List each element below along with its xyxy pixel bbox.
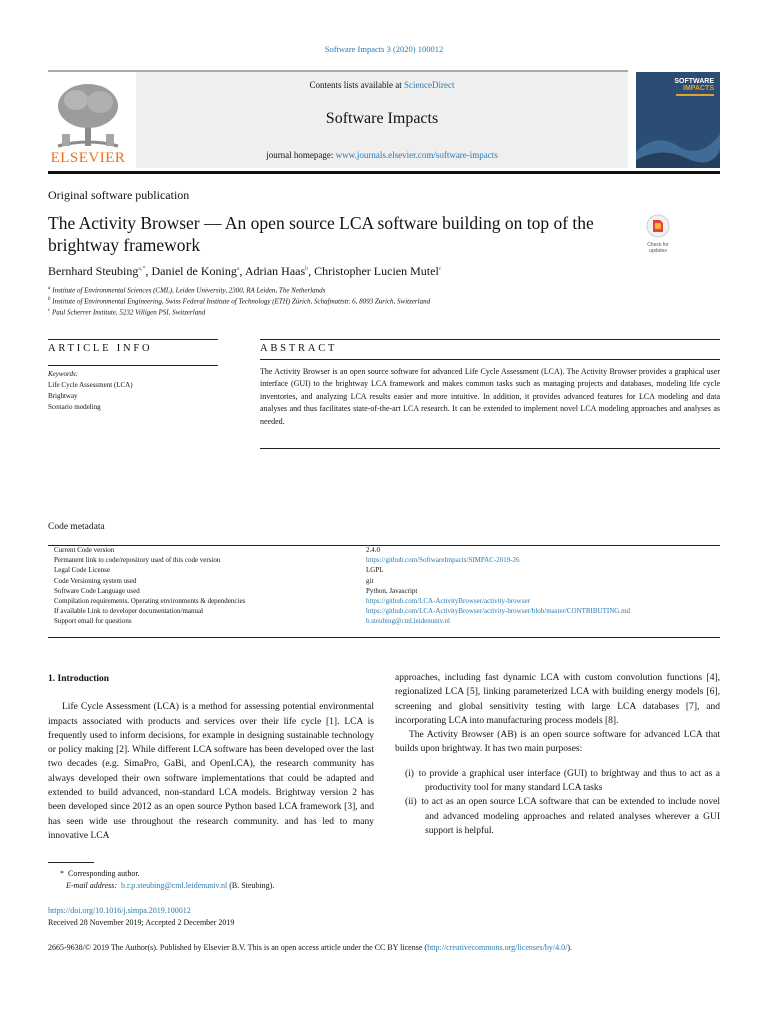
body-left-column <box>48 672 374 843</box>
elsevier-wordmark: ELSEVIER <box>50 150 126 166</box>
keyword: Scenario modeling <box>48 403 101 411</box>
affiliation-c: $^c$ Paul Scherrer Institute, 5232 Villigen PSI, Switzerland <box>48 308 206 317</box>
keyword: Brightway <box>48 392 78 400</box>
badge-line-2: updates <box>649 247 667 254</box>
metadata-value[interactable]: https://github.com/LCA-ActivityBrowser/activity-browser <box>366 597 530 606</box>
paragraph: The Activity Browser (AB) is an open source software for advanced LCA that builds upon brightway. It has two main purposes: <box>395 730 720 755</box>
body-right-column <box>395 671 720 838</box>
cover-title-line-2: IMPACTS <box>683 85 714 92</box>
elsevier-logo[interactable] <box>48 78 128 168</box>
cover-accent-line <box>676 94 714 96</box>
article-info-heading: ARTICLE INFO <box>48 343 153 354</box>
abstract-rule <box>260 359 720 360</box>
metadata-value[interactable]: https://github.com/LCA-ActivityBrowser/activity-browser/blob/master/CONTRIBUTING.md <box>366 607 631 616</box>
author: Daniel de Koning$^a$, <box>151 264 245 278</box>
table-row <box>48 586 720 596</box>
check-updates-icon <box>646 214 670 238</box>
table-row <box>48 576 720 586</box>
sciencedirect-link[interactable]: ScienceDirect <box>404 80 455 90</box>
check-for-updates-badge[interactable] <box>640 214 676 254</box>
keywords-label: Keywords: <box>48 370 79 378</box>
doi-link[interactable]: https://doi.org/10.1016/j.simpa.2019.100012 <box>48 906 191 915</box>
email-link[interactable]: b.r.p.steubing@cml.leidenuniv.nl <box>121 881 228 890</box>
homepage-prefix: journal homepage: <box>266 150 336 160</box>
code-metadata-title: Code metadata <box>48 522 105 532</box>
received-dates: Received 28 November 2019; Accepted 2 December 2019 <box>48 918 235 927</box>
author: Bernhard Steubing$^{a,*}$, <box>48 264 152 278</box>
metadata-label: Permanent link to code/repository used of this code version <box>54 556 221 565</box>
footnote-mark: * <box>60 869 64 878</box>
affiliation-b: $^b$ Institute of Environmental Engineering, Swiss Federal Institute of Technology (ETH) Zürich, Schafmattstr. 6, 8093 Zurich, Switzerland <box>48 297 431 306</box>
section-heading-introduction: 1. Introduction <box>48 674 110 684</box>
metadata-value: Python, Javascript <box>366 586 418 595</box>
metadata-value: LGPL <box>366 566 384 575</box>
abstract-heading: ABSTRACT <box>260 343 338 354</box>
table-row <box>48 616 720 626</box>
metadata-value: git <box>366 576 374 585</box>
journal-cover-image[interactable] <box>636 72 720 168</box>
author-affiliation-mark[interactable]: a <box>236 266 240 272</box>
author-affiliation-mark[interactable]: b <box>305 266 309 272</box>
author: Adrian Haas$^b$, <box>244 264 315 278</box>
abstract-bottom-rule <box>260 448 720 449</box>
abstract-top-rule <box>260 339 720 340</box>
table-row <box>48 545 720 555</box>
cover-title-line-1: SOFTWARE <box>674 78 714 85</box>
code-metadata-bottom-rule <box>48 637 720 638</box>
email-note <box>66 881 274 890</box>
affiliation-a: $^a$ Institute of Environmental Sciences (CML), Leiden University, 2300, RA Leiden, The Netherlands <box>48 286 326 295</box>
keywords-block <box>48 369 133 413</box>
author-affiliation-mark[interactable]: c <box>438 266 442 272</box>
metadata-label: Compilation requirements, Operating environments & dependencies <box>54 597 246 606</box>
table-row <box>48 555 720 565</box>
metadata-label: Support email for questions <box>54 617 132 626</box>
email-label: E-mail address: <box>66 881 118 890</box>
metadata-label: Code Versioning system used <box>54 576 137 585</box>
article-title: The Activity Browser — An open source LCA software building on top of the brightway framework <box>48 213 594 255</box>
author: Christopher Lucien Mutel$^c$ <box>314 264 442 278</box>
author-list <box>48 264 441 279</box>
paragraph: approaches, including fast dynamic LCA with custom convolution functions [4], regionalized LCA [5], linking parameterized LCA with building energy models [6], screening and global sensitivity testing with large LCA databases [7], and incorporating LCA into manufacturing process models [8]. <box>395 673 720 726</box>
purpose-item: (ii) to act as an open source LCA software that can be extended to include novel and advanced modeling approaches and related analyses wherever a GUI support is helpful. <box>405 797 720 836</box>
journal-title: Software Impacts <box>325 110 439 127</box>
table-row <box>48 596 720 606</box>
license-link[interactable]: http://creativecommons.org/licenses/by/4.0/ <box>427 943 568 952</box>
badge-line-1: Check for <box>647 242 669 248</box>
cover-title <box>674 78 714 92</box>
header-bottom-rule <box>48 171 720 174</box>
keyword: Life Cycle Assessment (LCA) <box>48 381 133 389</box>
metadata-value[interactable]: https://github.com/SoftwareImpacts/SIMPAC-2019-26 <box>366 556 520 565</box>
corresponding-author-note: * Corresponding author. <box>60 869 140 878</box>
metadata-label: If available Link to developer documentation/manual <box>54 607 204 616</box>
table-row <box>48 606 720 616</box>
footnote-rule <box>48 862 94 863</box>
contents-line <box>136 80 628 90</box>
email-suffix: (B. Steubing). <box>229 881 275 890</box>
abstract-text: The Activity Browser is an open source software for advanced Life Cycle Assessment (LCA). The Activity Browser provides a graphical user interface (GUI) to the brightway LCA framework and makes common tasks such as managing projects and databases, modeling life cycle inventories, and analyzing LCA results easier and more intuitive. In addition, it provides advanced features for LCA modeling and data analyses and thus facilitates state-of-the-art LCA research. It can be extended to implement novel LCA modeling approaches and analyses as needed. <box>260 367 720 426</box>
journal-homepage <box>136 150 628 160</box>
code-metadata-table <box>48 545 720 627</box>
publication-type: Original software publication <box>48 188 190 202</box>
metadata-value[interactable]: b.steubing@cml.leidenuniv.nl <box>366 617 450 626</box>
purpose-item: (i) to provide a graphical user interface (GUI) to brightway and thus to act as a productivity tool for many standard LCA tasks <box>405 768 720 794</box>
article-info-rule <box>48 365 218 366</box>
homepage-link[interactable]: www.journals.elsevier.com/software-impacts <box>335 150 498 160</box>
license-statement: 2665-9638/© 2019 The Author(s). Published by Elsevier B.V. This is an open access article under the CC BY license (http://creativecommons.org/licenses/by/4.0/). <box>48 943 573 952</box>
cover-graphic-icon <box>636 112 720 168</box>
metadata-label: Legal Code License <box>54 566 110 575</box>
author-affiliation-mark[interactable]: a,* <box>138 266 146 272</box>
paragraph: Life Cycle Assessment (LCA) is a method for assessing potential environmental impacts associated with products and services over their life cycle [1]. LCA is frequently used to inform decisions, for example in designing sustainable technology or policy making [2]. While different LCA software has been developed over the last two decades (e.g. SimaPro, GaBi, and OpenLCA), the research community has always developed their own software implementations that could be adapted and extended to build advanced, non-standard LCA models. Brightway version 2 has been developed since 2012 as an open source Python based LCA framework [3], and has seen wide use throughout the research community. and has led to many innovative LCA <box>48 702 374 841</box>
metadata-value: 2.4.0 <box>366 546 380 554</box>
journal-reference[interactable]: Software Impacts 3 (2020) 100012 <box>324 44 444 54</box>
article-info-top-rule <box>48 339 218 340</box>
metadata-label: Current Code version <box>54 546 115 554</box>
contents-prefix: Contents lists available at <box>309 80 404 90</box>
table-row <box>48 565 720 575</box>
metadata-label: Software Code Language used <box>54 586 140 595</box>
